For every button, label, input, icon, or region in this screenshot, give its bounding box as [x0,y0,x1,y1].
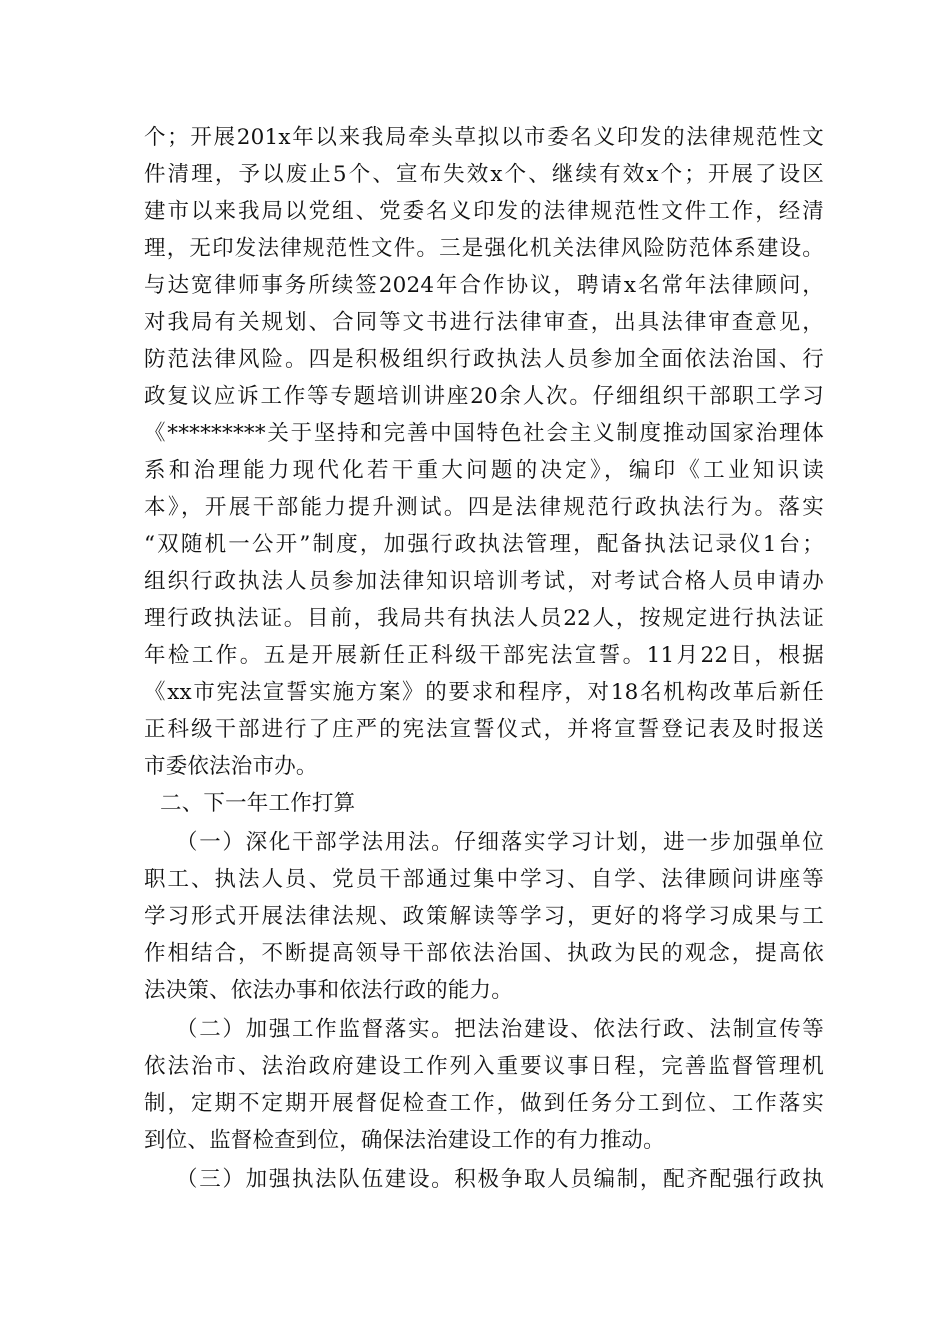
text-line-10: 系和治理能力现代化若干重大问题的决定》，编印《工业知识读 [144,458,824,483]
text-line-2: 件清理，予以废止5个、宣布失效x个、继续有效x个；开展了设区 [144,162,824,187]
text-line-14: 理行政执法证。目前，我局共有执法人员22人，按规定进行执法证 [144,606,824,631]
text-line-26: 依法治市、法治政府建设工作列入重要议事日程，完善监督管理机 [144,1054,824,1079]
text-line-5: 与达宽律师事务所续签2024年合作协议，聘请x名常年法律顾问， [144,273,824,298]
text-line-20: （一）深化干部学法用法。仔细落实学习计划，进一步加强单位 [176,830,824,855]
text-line-11: 本》，开展干部能力提升测试。四是法律规范行政执法行为。落实 [144,495,824,520]
text-line-3: 建市以来我局以党组、党委名义印发的法律规范性文件工作，经清 [144,199,824,224]
text-line-25: （二）加强工作监督落实。把法治建设、依法行政、法制宣传等 [176,1017,824,1042]
text-line-13: 组织行政执法人员参加法律知识培训考试，对考试合格人员申请办 [144,569,824,594]
text-line-18: 市委依法治市办。 [144,754,318,779]
text-line-6: 对我局有关规划、合同等文书进行法律审查，出具法律审查意见， [144,310,824,335]
text-line-8: 政复议应诉工作等专题培训讲座20余人次。仔细组织干部职工学习 [144,384,824,409]
text-line-22: 学习形式开展法律法规、政策解读等学习，更好的将学习成果与工 [144,904,824,929]
text-line-29: （三）加强执法队伍建设。积极争取人员编制，配齐配强行政执 [176,1167,824,1192]
text-line-1: 个；开展201x年以来我局牵头草拟以市委名义印发的法律规范性文 [144,125,824,150]
text-line-4: 理，无印发法律规范性文件。三是强化机关法律风险防范体系建设。 [144,236,824,261]
text-line-17: 正科级干部进行了庄严的宪法宣誓仪式，并将宣誓登记表及时报送 [144,717,824,742]
text-line-9: 《*********关于坚持和完善中国特色社会主义制度推动国家治理体 [144,421,824,446]
text-line-23: 作相结合，不断提高领导干部依法治国、执政为民的观念，提高依 [144,941,824,966]
text-line-21: 职工、执法人员、党员干部通过集中学习、自学、法律顾问讲座等 [144,867,824,892]
section-heading: 二、下一年工作打算 [160,791,356,816]
text-line-27: 制，定期不定期开展督促检查工作，做到任务分工到位、工作落实 [144,1091,824,1116]
text-line-7: 防范法律风险。四是积极组织行政执法人员参加全面依法治国、行 [144,347,824,372]
text-line-12: “双随机一公开”制度，加强行政执法管理，配备执法记录仪1台； [144,532,824,557]
text-line-16: 《xx市宪法宣誓实施方案》的要求和程序，对18名机构改革后新任 [144,680,824,705]
text-line-28: 到位、监督检查到位，确保法治建设工作的有力推动。 [144,1128,665,1153]
text-line-15: 年检工作。五是开展新任正科级干部宪法宣誓。11月22日，根据 [144,643,824,668]
text-line-24: 法决策、依法办事和依法行政的能力。 [144,978,513,1003]
